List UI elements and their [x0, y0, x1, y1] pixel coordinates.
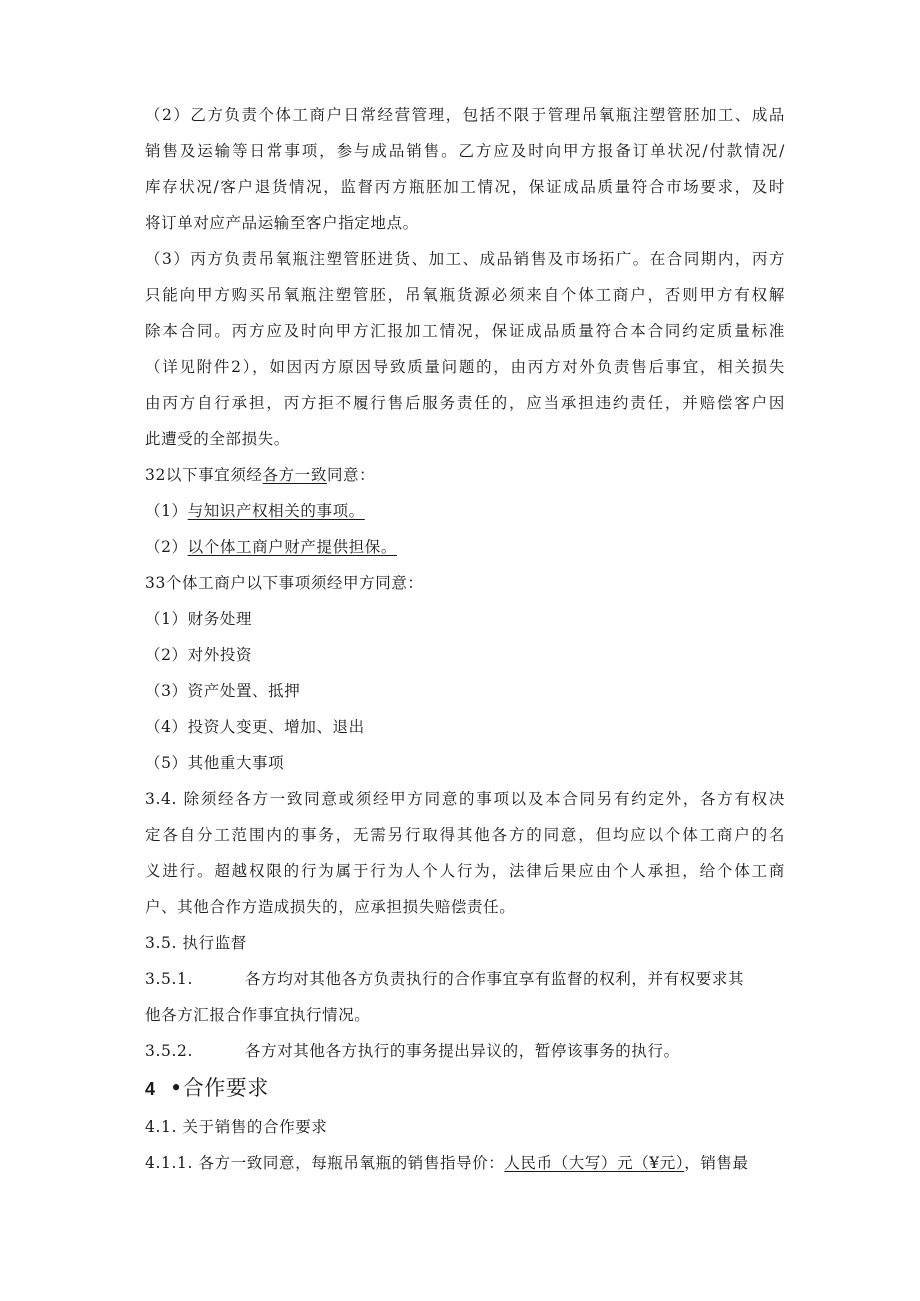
clause-4-1-heading: 4.1. 关于销售的合作要求	[145, 1118, 328, 1136]
paragraph-line: 只能向甲方购买吊氧瓶注塑管胚，吊氧瓶货源必须来自个体工商户，否则甲方有权解	[145, 286, 785, 304]
bullet: •	[169, 1076, 183, 1100]
clause-3-3-heading: 33个体工商户以下事项须经甲方同意：	[145, 574, 424, 592]
paragraph-line: 销售及运输等日常事项，参与成品销售。乙方应及时向甲方报备订单状况/付款情况/	[145, 142, 785, 160]
paragraph-line: 此遭受的全部损失。	[145, 430, 290, 448]
clause-3-4-line: 户、其他合作方造成损失的，应承担损失赔偿责任。	[145, 898, 516, 916]
clause-3-2-heading: 32以下事宜须经各方一致同意：	[145, 466, 376, 484]
paragraph-line: 库存状况/客户退货情况，监督丙方瓶胚加工情况，保证成品质量符合市场要求，及时	[145, 178, 785, 196]
section-title: 合作要求	[182, 1076, 269, 1100]
clause-3-4-line: 义进行。超越权限的行为属于行为人个人行为，法律后果应由个人承担，给个体工商	[145, 862, 785, 880]
paragraph-line: （2）乙方负责个体工商户日常经营管理，包括不限于管理吊氧瓶注塑管胚加工、成品	[145, 106, 785, 124]
clause-3-3-item: （2）对外投资	[145, 646, 253, 664]
paragraph-line: 由丙方自行承担，丙方拒不履行售后服务责任的，应当承担违约责任，并赔偿客户因	[145, 394, 785, 412]
clause-4-1-1: 4.1.1. 各方一致同意，每瓶吊氧瓶的销售指导价：人民币（大写）元（¥元），销售最	[145, 1154, 749, 1172]
paragraph-line: （3）丙方负责吊氧瓶注塑管胚进货、加工、成品销售及市场拓广。在合同期内，丙方	[145, 250, 785, 268]
clause-number: 3.5.2.	[145, 1042, 193, 1060]
clause-number: 3.5.1.	[145, 970, 193, 988]
clause-3-3-item: （4）投资人变更、增加、退出	[145, 718, 365, 736]
clause-3-3-item: （5）其他重大事项	[145, 754, 285, 772]
clause-3-2-item: （1）与知识产权相关的事项。	[145, 502, 365, 520]
clause-3-5-2: 3.5.2. 各方对其他各方执行的事务提出异议的，暂停该事务的执行。	[145, 1042, 680, 1060]
clause-3-2-item: （2）以个体工商户财产提供担保。	[145, 538, 397, 556]
clause-3-5-heading: 3.5. 执行监督	[145, 934, 247, 952]
clause-3-3-item: （1）财务处理	[145, 610, 253, 628]
clause-3-3-item: （3）资产处置、抵押	[145, 682, 301, 700]
section-4-heading	[145, 1073, 785, 1104]
clause-3-5-1: 3.5.1. 各方均对其他各方负责执行的合作事宜享有监督的权利，并有权要求其	[145, 970, 745, 988]
price-blank: 人民币（大写）元（¥元）	[504, 1154, 685, 1172]
section-number: 4	[145, 1079, 156, 1099]
paragraph-line: （详见附件2），如因丙方原因导致质量问题的，由丙方对外负责售后事宜，相关损失	[145, 358, 785, 376]
clause-3-5-1-cont: 他各方汇报合作事宜执行情况。	[145, 1006, 371, 1024]
paragraph-line: 将订单对应产品运输至客户指定地点。	[145, 214, 419, 232]
paragraph-line: 除本合同。丙方应及时向甲方汇报加工情况，保证成品质量符合本合同约定质量标准	[145, 322, 785, 340]
clause-3-4-line: 定各自分工范围内的事务，无需另行取得其他各方的同意，但均应以个体工商户的名	[145, 826, 785, 844]
clause-3-4-line: 3.4. 除须经各方一致同意或须经甲方同意的事项以及本合同另有约定外，各方有权决	[145, 790, 785, 808]
